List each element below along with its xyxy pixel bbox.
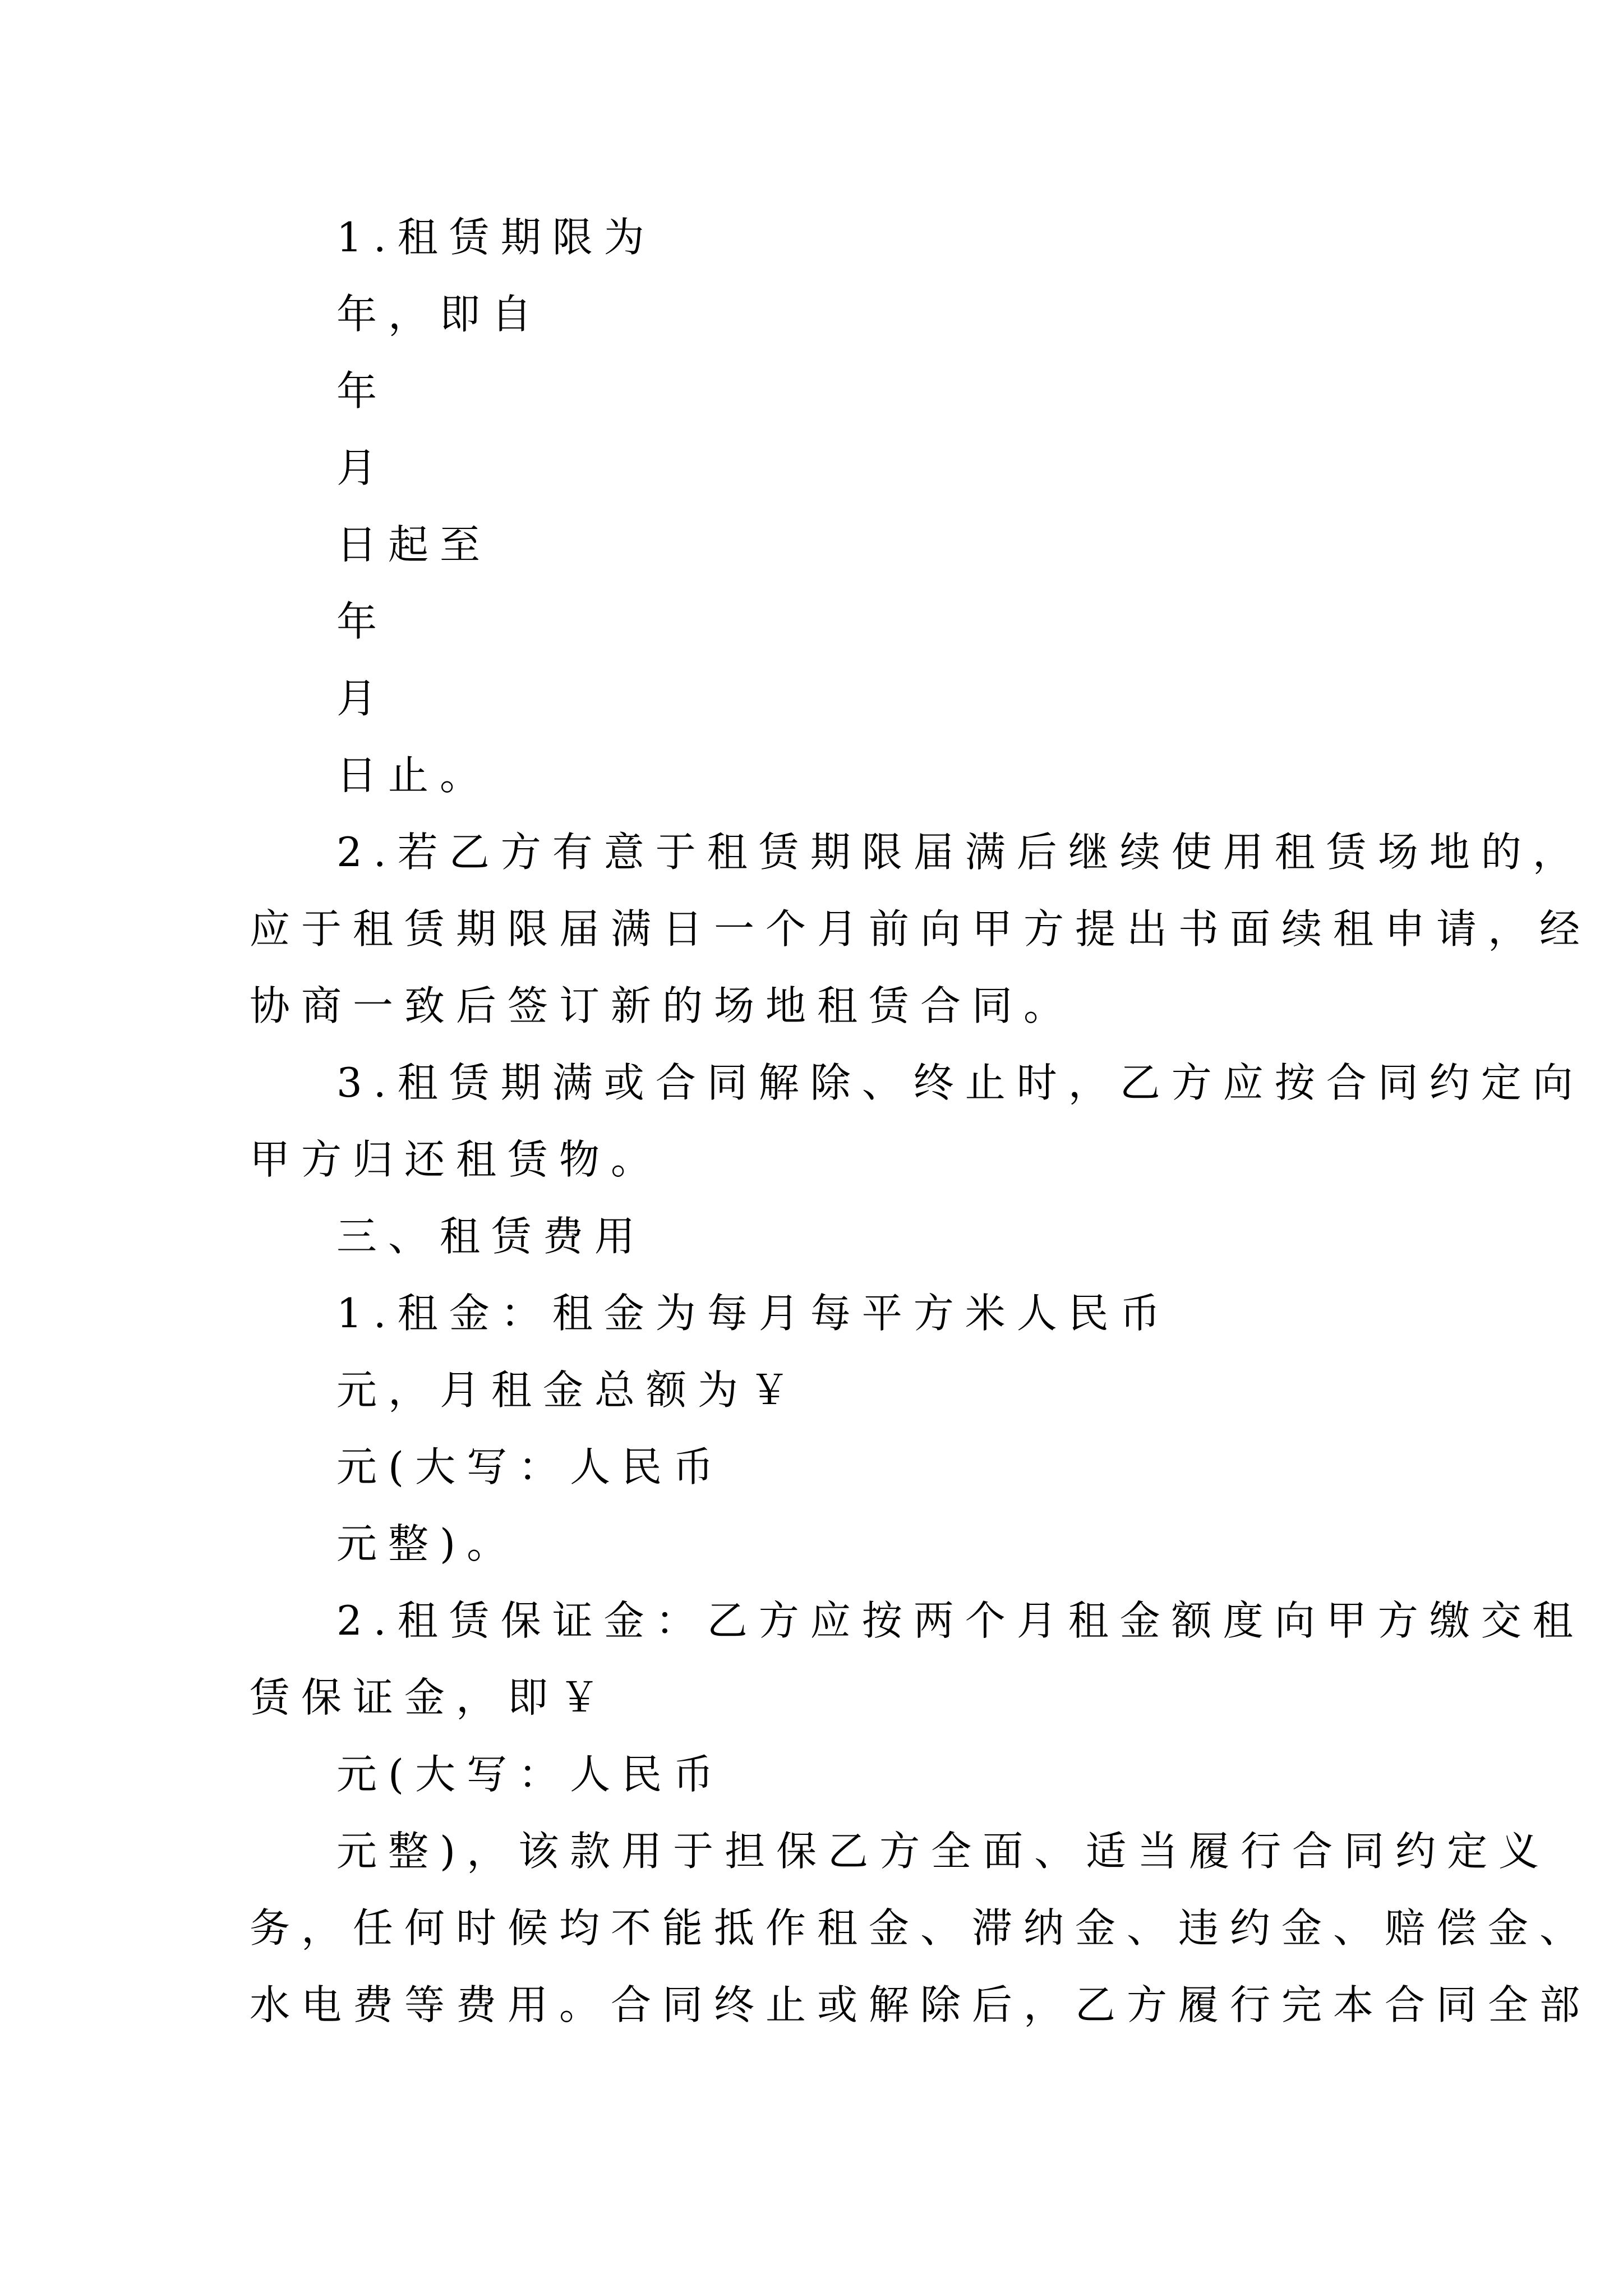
text-line: 年，即自 [336, 291, 543, 338]
text-line: 年 [336, 598, 389, 645]
text-line: 日起至 [336, 521, 492, 568]
section-heading: 三、租赁费用 [336, 1213, 647, 1260]
text-line: 1.租金：租金为每月每平方米人民币 [336, 1290, 1172, 1337]
text-line: 月 [336, 444, 389, 491]
text-line: 水电费等费用。合同终止或解除后，乙方履行完本合同全部 [250, 1981, 1592, 2028]
text-line: 日止。 [336, 752, 492, 799]
text-line: 3.租赁期满或合同解除、终止时，乙方应按合同约定向 [336, 1059, 1584, 1106]
text-line: 元整)，该款用于担保乙方全面、适当履行合同约定义 [336, 1828, 1551, 1875]
text-line: 协商一致后签订新的场地租赁合同。 [250, 982, 1076, 1029]
text-line: 2.租赁保证金：乙方应按两个月租金额度向甲方缴交租 [336, 1597, 1584, 1644]
text-line: 元(大写：人民币 [336, 1443, 725, 1490]
text-line: 务，任何时候均不能抵作租金、滞纳金、违约金、赔偿金、 [250, 1904, 1592, 1952]
text-line: 月 [336, 675, 389, 722]
text-line: 元，月租金总额为￥ [336, 1366, 801, 1414]
text-line: 赁保证金，即￥ [250, 1674, 611, 1721]
text-line: 元(大写：人民币 [336, 1751, 725, 1798]
text-line: 1.租赁期限为 [336, 214, 656, 261]
text-line: 年 [336, 367, 389, 415]
text-line: 2.若乙方有意于租赁期限届满后继续使用租赁场地的， [336, 829, 1584, 876]
text-line: 元整)。 [336, 1520, 519, 1567]
text-line: 甲方归还租赁物。 [250, 1136, 663, 1183]
text-line: 应于租赁期限届满日一个月前向甲方提出书面续租申请，经 [250, 905, 1592, 953]
